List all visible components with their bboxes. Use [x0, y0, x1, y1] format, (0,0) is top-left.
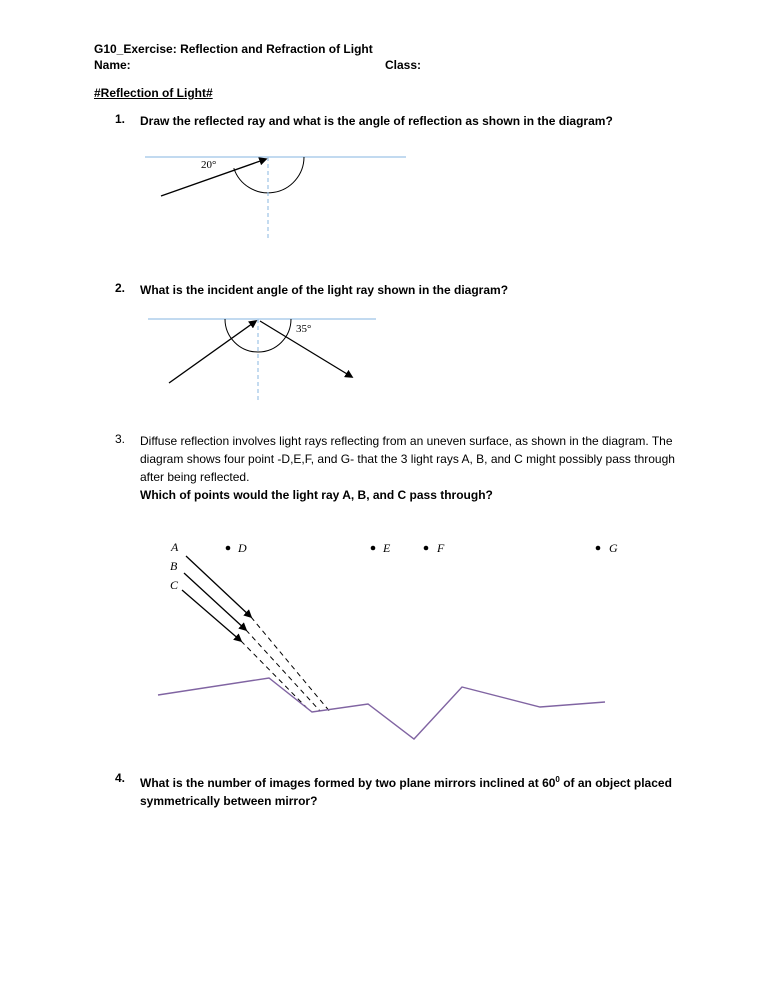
name-label: Name: [94, 58, 131, 72]
ray-label-b: B [170, 559, 178, 573]
point-d-dot [226, 546, 231, 551]
point-label-e: E [383, 541, 391, 555]
point-label-g: G [609, 541, 618, 555]
question-2-text: What is the incident angle of the light ray shown in the diagram? [140, 283, 509, 297]
question-3-bold-question: Which of points would the light ray A, B, and C pass through? [140, 488, 493, 502]
ray-label-a: A [171, 540, 179, 554]
q2-diagram [148, 306, 388, 406]
q1-diagram [145, 148, 415, 243]
ray-b-dashed-path [246, 630, 320, 711]
light-ray-a [186, 556, 251, 617]
question-2-number: 2. [115, 281, 126, 295]
q3-diagram [155, 533, 625, 750]
question-4-text-part2: of an object placed symmetrically between mirror? [140, 776, 672, 808]
incident-ray [169, 321, 256, 383]
question-3 [115, 432, 675, 504]
question-1 [115, 112, 715, 130]
point-label-d: D [238, 541, 247, 555]
point-label-f: F [437, 541, 445, 555]
point-g-dot [596, 546, 601, 551]
question-3-text: Diffuse reflection involves light rays reflecting from an uneven surface, as shown in the diagram. The diagram shows four point -D,E,F, and G- that the 3 light rays A, B, and C might possibly pass through after being reflected. [140, 434, 675, 484]
section-heading: #Reflection of Light# [94, 86, 213, 100]
uneven-surface-line [158, 678, 605, 739]
point-e-dot [371, 546, 376, 551]
point-f-dot [424, 546, 429, 551]
question-4-number: 4. [115, 771, 126, 785]
question-4-text [140, 771, 685, 810]
page-title: G10_Exercise: Reflection and Refraction of Light [94, 42, 373, 56]
angle-arc [234, 157, 304, 193]
ray-label-c: C [170, 578, 179, 592]
question-4-text-part1: What is the number of images formed by two plane mirrors inclined at 60 [140, 776, 556, 790]
question-4-superscript: 0 [555, 775, 560, 784]
question-2 [115, 281, 715, 299]
question-1-number: 1. [115, 112, 126, 126]
ray-c-dashed-path [241, 641, 307, 708]
question-1-text: Draw the reflected ray and what is the angle of reflection as shown in the diagram? [140, 114, 613, 128]
question-3-number: 3. [115, 432, 126, 446]
ray-a-dashed-path [251, 617, 331, 713]
class-label: Class: [385, 58, 422, 72]
angle-label: 20° [201, 159, 217, 171]
question-4 [115, 771, 695, 810]
angle-label: 35° [296, 323, 312, 335]
light-ray-b [184, 573, 246, 630]
question-3-body [140, 432, 675, 504]
